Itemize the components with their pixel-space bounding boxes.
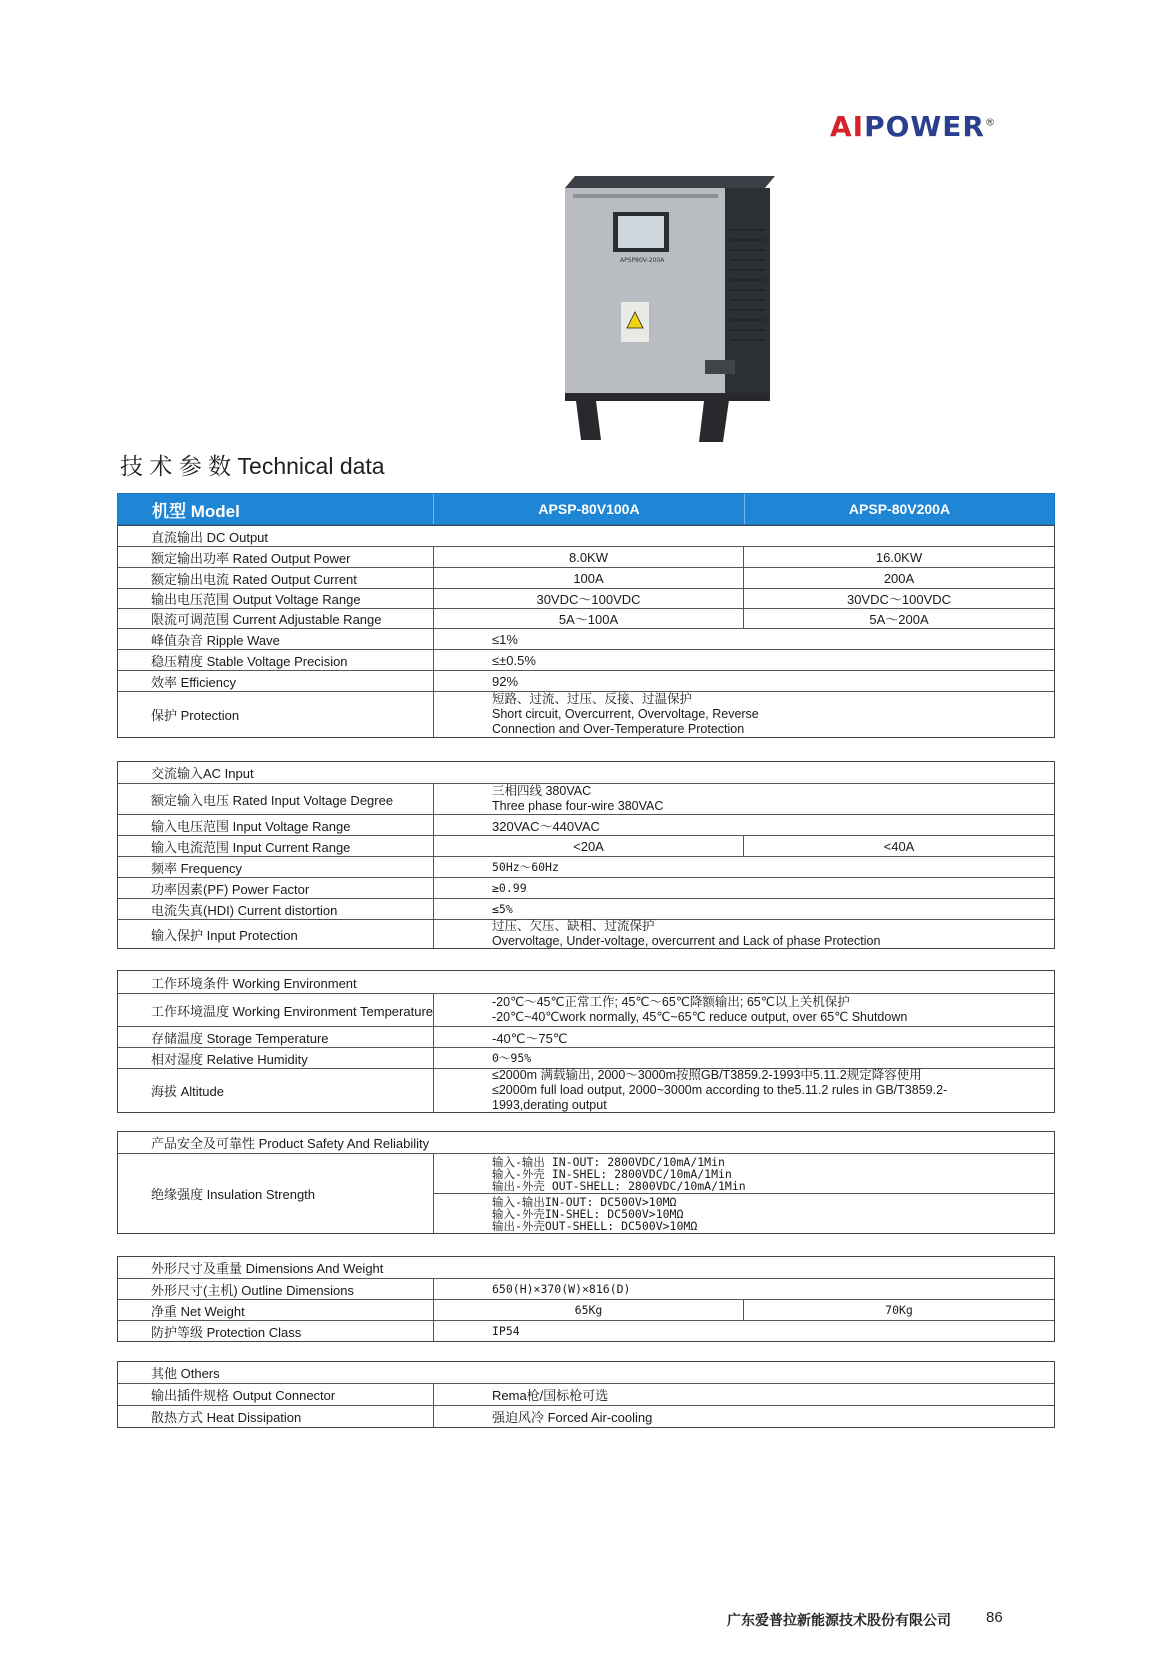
registered-mark: ® [985,117,996,129]
voltage-line-2: Three phase four-wire 380VAC [492,799,664,813]
table-row [118,919,1054,948]
cell-value: ≤±0.5% [433,650,1054,670]
cell-value: IP54 [433,1321,1054,1341]
protection-line-2: Short circuit, Overcurrent, Overvoltage, Reverse [492,707,759,721]
table-row [118,783,1054,814]
cell-100a: 100A [433,568,743,588]
input-protection-line-1: 过压、欠压、缺相、过流保护 [492,919,655,933]
cell-100a: 5A～100A [433,609,743,628]
row-label: 净重 Net Weight [151,1303,245,1319]
cell-value: 强迫风冷 Forced Air-cooling [433,1406,1054,1427]
product-image [565,170,775,450]
protection-line-1: 短路、过流、过压、反接、过温保护 [492,692,693,706]
table-row [118,1153,1054,1233]
brand-logo-part2: POWER [864,110,985,143]
ac-input-section [117,761,1055,949]
row-label: 输出电压范围 Output Voltage Range [151,592,361,607]
row-label: 额定输入电压 Rated Input Voltage Degree [151,792,394,808]
cell-200a: 16.0KW [743,547,1054,567]
insulation-line: 输入-输出 IN-OUT: 2800VDC/10mA/1Min [492,1154,725,1169]
section-header [118,1257,1054,1278]
section-header [118,971,1054,993]
cell-200a: 30VDC～100VDC [743,589,1054,608]
cell-value: ≥0.99 [433,878,1054,898]
safety-title: 产品安全及可靠性 Product Safety And Reliability [151,1136,430,1151]
cell-value: 650(H)×370(W)×816(D) [433,1279,1054,1299]
dims-title: 外形尺寸及重量 Dimensions And Weight [151,1261,384,1276]
table-row [118,567,1054,588]
row-label: 存储温度 Storage Temperature [151,1030,329,1046]
insulation-line: 输出-外壳 OUT-SHELL: 2800VDC/10mA/1Min [492,1178,746,1193]
cell-value [433,784,1054,814]
dc-output-section [117,525,1055,738]
cell-value: ≤1% [433,629,1054,649]
brand-logo-part1: AI [830,110,865,143]
section-header [118,526,1054,546]
insulation-line: 输出-外壳OUT-SHELL: DC500V>10MΩ [492,1218,698,1233]
cell-value: 92% [433,671,1054,691]
input-protection-line-2: Overvoltage, Under-voltage, overcurrent and Lack of phase Protection [492,934,881,948]
row-label: 输入电压范围 Input Voltage Range [151,818,351,834]
altitude-line-1: ≤2000m 满载输出, 2000～3000m按照GB/T3859.2-1993中5.11.2规定降容使用 [492,1068,922,1082]
model-col-1: APSP-80V100A [433,494,744,524]
others-section [117,1361,1055,1428]
cell-value: 0～95% [433,1048,1054,1068]
insulation-voltage-group [434,1154,1054,1193]
product-screen-label: APSP80V-200A [620,257,665,264]
cell-value [433,920,1054,948]
cell-100a: 65Kg [433,1300,743,1320]
brand-logo [830,110,996,143]
footer-company: 广东爱普拉新能源技术股份有限公司 [727,1612,951,1628]
cell-value [433,692,1054,737]
row-label: 限流可调范围 Current Adjustable Range [151,612,382,627]
altitude-line-2: ≤2000m full load output, 2000~3000m according to the5.11.2 rules in GB/T3859.2- [492,1083,948,1097]
environment-section [117,970,1055,1113]
cell-value [433,994,1054,1026]
table-row [118,1405,1054,1427]
temperature-line-2: -20℃~40℃work normally, 45℃~65℃ reduce output, over 65℃ Shutdown [492,1010,908,1024]
row-label: 功率因素(PF) Power Factor [151,881,310,897]
row-label: 工作环境温度 Working Environment Temperature [151,1003,434,1019]
section-header [118,762,1054,783]
table-row [118,628,1054,649]
others-title: 其他 Others [151,1366,220,1381]
row-label: 额定输出电流 Rated Output Current [151,571,357,587]
row-label: 额定输出功率 Rated Output Power [151,550,351,566]
row-label: 效率 Efficiency [151,674,237,690]
cell-200a: 5A～200A [743,609,1054,628]
cell-value: 50Hz～60Hz [433,857,1054,877]
table-row [118,1320,1054,1341]
dimensions-section [117,1256,1055,1342]
table-header [117,493,1055,525]
protection-line-3: Connection and Over-Temperature Protection [492,722,745,736]
table-row [118,608,1054,628]
cell-200a: 200A [743,568,1054,588]
row-label: 绝缘强度 Insulation Strength [151,1187,316,1202]
cell-200a: <40A [743,836,1054,856]
section-title: 技 术 参 数 Technical data [120,453,385,479]
row-label: 散热方式 Heat Dissipation [151,1410,302,1425]
row-label: 峰值杂音 Ripple Wave [151,632,280,648]
row-label: 电流失真(HDI) Current distortion [151,902,338,918]
section-header [118,1132,1054,1153]
safety-section [117,1131,1055,1234]
section-header [118,1362,1054,1383]
row-label: 稳压精度 Stable Voltage Precision [151,653,348,669]
model-col-2: APSP-80V200A [744,494,1054,524]
cell-100a: 8.0KW [433,547,743,567]
insulation-line: 输入-输出IN-OUT: DC500V>10MΩ [492,1194,677,1209]
table-row [118,1026,1054,1047]
insulation-resistance-group [434,1193,1054,1233]
table-row [118,856,1054,877]
cell-value: -40℃～75℃ [433,1027,1054,1047]
ac-title: 交流输入AC Input [151,766,254,781]
cell-value: Rema枪/国标枪可选 [433,1384,1054,1405]
row-label: 海拔 Altitude [151,1084,224,1099]
voltage-line-1: 三相四线 380VAC [492,784,592,798]
table-row [118,1278,1054,1299]
row-label: 相对湿度 Relative Humidity [151,1051,308,1067]
model-label: 机型 Model [152,501,240,521]
dc-title: 直流输出 DC Output [151,529,269,545]
table-row [118,1068,1054,1112]
table-row [118,993,1054,1026]
table-row [118,691,1054,737]
insulation-line: 输入-外壳 IN-SHEL: 2800VDC/10mA/1Min [492,1166,732,1181]
table-row [118,1299,1054,1320]
cell-value [433,1069,1054,1112]
cell-200a: 70Kg [743,1300,1054,1320]
env-title: 工作环境条件 Working Environment [151,975,357,991]
row-label: 频率 Frequency [151,860,243,876]
temperature-line-1: -20℃～45℃正常工作; 45℃～65℃降额输出; 65℃以上关机保护 [492,995,850,1009]
cell-100a: <20A [433,836,743,856]
insulation-values [433,1154,1054,1233]
table-row [118,835,1054,856]
table-row [118,588,1054,608]
row-label: 输入保护 Input Protection [151,927,298,943]
table-row [118,814,1054,835]
cell-value: 320VAC～440VAC [433,815,1054,835]
table-row [118,1047,1054,1068]
insulation-line: 输入-外壳IN-SHEL: DC500V>10MΩ [492,1206,684,1221]
row-label: 外形尺寸(主机) Outline Dimensions [151,1282,354,1298]
row-label: 保护 Protection [151,708,240,723]
table-row [118,1383,1054,1405]
table-row [118,877,1054,898]
page-number: 86 [986,1609,1003,1626]
row-label: 输出插件规格 Output Connector [151,1388,336,1403]
cell-value: ≤5% [433,899,1054,919]
cell-100a: 30VDC～100VDC [433,589,743,608]
table-row [118,898,1054,919]
table-row [118,546,1054,567]
table-row [118,649,1054,670]
row-label: 防护等级 Protection Class [151,1324,302,1340]
table-row [118,670,1054,691]
altitude-line-3: 1993,derating output [492,1098,607,1112]
row-label: 输入电流范围 Input Current Range [151,839,351,855]
